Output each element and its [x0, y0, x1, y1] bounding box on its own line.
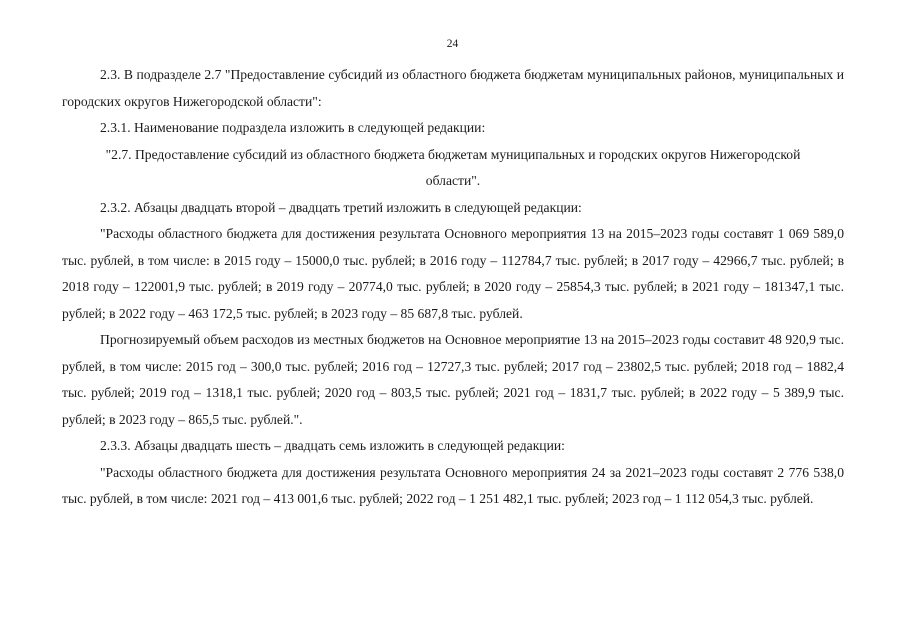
- page-number: 24: [446, 38, 459, 50]
- paragraph-regional-budget-13: "Расходы областного бюджета для достижения результата Основного мероприятия 13 на 2015–2023 годы составят 1 069 589,0 тыс. рублей, в том числе: в 2015 году – 15000,0 тыс. рублей; в 2016 году – 112784,7 тыс. рублей; в 2017 году – 42966,7 тыс. рублей; в 2018 году – 122001,9 тыс. рублей; в 2019 году – 20774,0 тыс. рублей; в 2020 году – 25854,3 тыс. рублей; в 2021 году – 181347,1 тыс. рублей; в 2022 году – 463 172,5 тыс. рублей; в 2023 году – 85 687,8 тыс. рублей.: [62, 226, 844, 321]
- paragraph-2-3-2: 2.3.2. Абзацы двадцать второй – двадцать третий изложить в следующей редакции:: [100, 199, 582, 215]
- paragraph-local-budget-13: Прогнозируемый объем расходов из местных бюджетов на Основное мероприятие 13 на 2015–2023 годы составит 48 920,9 тыс. рублей, в том числе: 2015 год – 300,0 тыс. рублей; 2016 год – 12727,3 тыс. рублей; 2017 год – 23802,5 тыс. рублей; 2018 год – 1882,4 тыс. рублей; 2019 год – 1318,1 тыс. рублей; 2020 год – 803,5 тыс. рублей; 2021 год – 1831,7 тыс. рублей; в 2022 году – 5 389,9 тыс. рублей; в 2023 году – 865,5 тыс. рублей.".: [62, 332, 844, 427]
- subsection-heading: "2.7. Предоставление субсидий из областного бюджета бюджетам муниципальных и городских округов Нижегородской области".: [105, 146, 801, 188]
- paragraph-2-3: 2.3. В подразделе 2.7 "Предоставление субсидий из областного бюджета бюджетам муниципальных районов, муниципальных и городских округов Нижегородской области":: [62, 67, 844, 109]
- paragraph-2-3-3: 2.3.3. Абзацы двадцать шесть – двадцать семь изложить в следующей редакции:: [100, 438, 565, 453]
- document-body: [62, 62, 844, 513]
- paragraph-2-3-1: 2.3.1. Наименование подраздела изложить в следующей редакции:: [100, 120, 486, 135]
- paragraph-regional-budget-24: "Расходы областного бюджета для достижения результата Основного мероприятия 24 за 2021–2023 годы составят 2 776 538,0 тыс. рублей, в том числе: 2021 год – 413 001,6 тыс. рублей; 2022 год – 1 251 482,1 тыс. рублей; 2023 год – 1 112 054,3 тыс. рублей.: [62, 464, 844, 506]
